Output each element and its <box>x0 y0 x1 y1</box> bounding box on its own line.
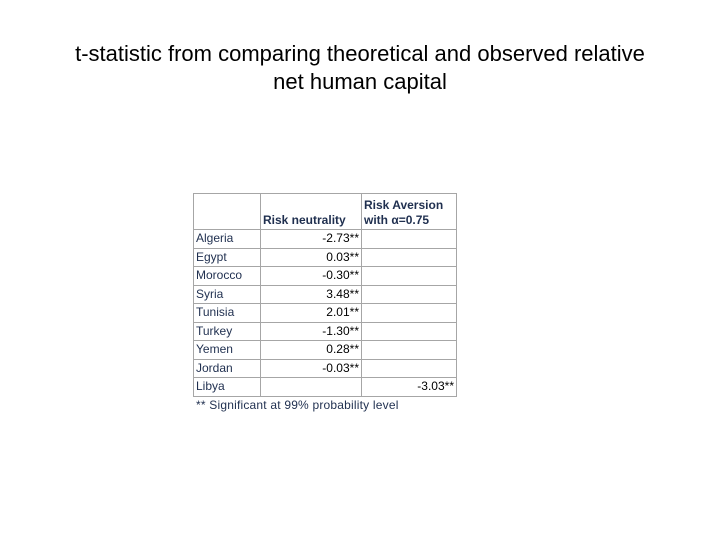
slide-title-line-1: t-statistic from comparing theoretical and observed relative <box>75 41 645 66</box>
table-row <box>194 378 457 397</box>
risk-aversion-cell <box>362 267 457 286</box>
table-footnote: ** Significant at 99% probability level <box>196 398 399 412</box>
risk-neutrality-cell <box>261 378 362 397</box>
country-cell: Algeria <box>194 230 261 249</box>
country-cell: Syria <box>194 285 261 304</box>
table-row <box>194 248 457 267</box>
header-risk-aversion-line-2: with α=0.75 <box>364 213 430 227</box>
slide-title <box>30 40 690 96</box>
risk-aversion-cell <box>362 359 457 378</box>
risk-aversion-cell <box>362 304 457 323</box>
country-cell: Jordan <box>194 359 261 378</box>
risk-aversion-cell: -3.03** <box>362 378 457 397</box>
risk-neutrality-cell: 0.03** <box>261 248 362 267</box>
results-table-container <box>193 193 457 397</box>
table-row <box>194 285 457 304</box>
risk-neutrality-cell: -0.03** <box>261 359 362 378</box>
country-cell: Libya <box>194 378 261 397</box>
table-row <box>194 341 457 360</box>
risk-neutrality-cell: 0.28** <box>261 341 362 360</box>
slide-title-line-2: net human capital <box>273 69 447 94</box>
table-row <box>194 322 457 341</box>
country-cell: Turkey <box>194 322 261 341</box>
table-row <box>194 359 457 378</box>
risk-aversion-cell <box>362 285 457 304</box>
country-cell: Egypt <box>194 248 261 267</box>
header-risk-aversion-line-1: Risk Aversion <box>364 198 444 212</box>
country-cell: Yemen <box>194 341 261 360</box>
risk-neutrality-cell: 2.01** <box>261 304 362 323</box>
results-table <box>193 193 457 397</box>
table-header-row <box>194 194 457 230</box>
header-risk-aversion <box>362 194 457 230</box>
risk-aversion-cell <box>362 322 457 341</box>
table-row <box>194 230 457 249</box>
table-row <box>194 304 457 323</box>
risk-aversion-cell <box>362 341 457 360</box>
country-cell: Tunisia <box>194 304 261 323</box>
header-risk-neutrality: Risk neutrality <box>261 194 362 230</box>
risk-neutrality-cell: -2.73** <box>261 230 362 249</box>
risk-aversion-cell <box>362 230 457 249</box>
country-cell: Morocco <box>194 267 261 286</box>
table-row <box>194 267 457 286</box>
risk-neutrality-cell: -0.30** <box>261 267 362 286</box>
risk-neutrality-cell: -1.30** <box>261 322 362 341</box>
header-country <box>194 194 261 230</box>
risk-neutrality-cell: 3.48** <box>261 285 362 304</box>
risk-aversion-cell <box>362 248 457 267</box>
